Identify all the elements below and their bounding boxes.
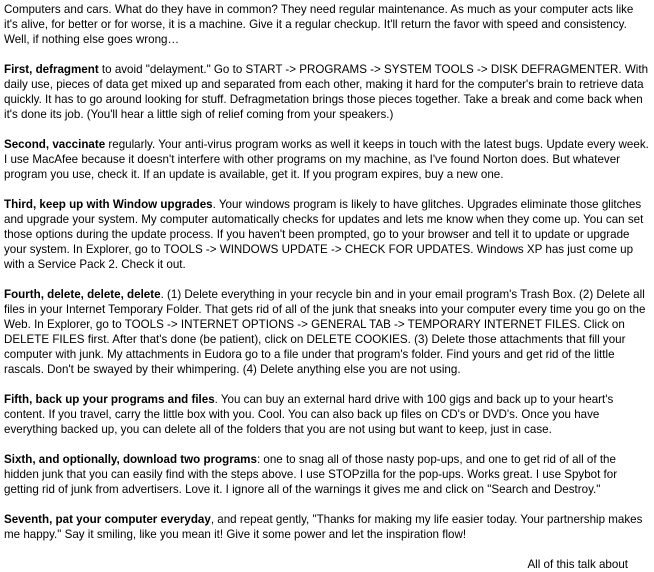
tip-heading: First, defragment	[4, 63, 99, 76]
intro-paragraph: Computers and cars. What do they have in common? They need regular maintenance. As much as your computer acts like it's alive, for better or for worse, it is a machine. Give it a regular checkup. It'll return the favor with speed and consistency. Well, if nothing else goes wrong…	[4, 3, 634, 46]
tip-heading: Seventh, pat your computer everyday	[4, 513, 211, 526]
tip-body: . You can buy an external hard drive with 100 gigs and back up to your heart's content. If you travel, carry the little box with you. Cool. You can also back up files on CD's or DVD's. Once you have everything backed up, you can delete all of the folders that you are not using but want to keep, just in case.	[4, 393, 614, 436]
tip-heading: Second, vaccinate	[4, 138, 106, 151]
tip-defragment	[4, 62, 650, 122]
tip-vaccinate	[4, 137, 650, 182]
tip-heading: Sixth, and optionally, download two programs	[4, 453, 257, 466]
tip-body: . (1) Delete everything in your recycle bin and in your email program's Trash Box. (2) Delete all files in your Internet Temporary Folder. That gets rid of all of the junk that sneaks into your computer every time you go on the Web. In Explorer, go to TOOLS -> INTERNET OPTIONS -> GENERAL TAB -> TEMPORARY INTERNET FILES. Click on DELETE FILES first. After that's done (be patient), click on DELETE COOKIES. (3) Delete those attachments that fill your computer with junk. My attachments in Eudora go to a file under that program's folder. Find yours and get rid of the little rascals. Don't be swayed by their whimpering. (4) Delete anything else you are not using.	[4, 288, 646, 376]
continuation-text: All of this talk about	[527, 558, 628, 571]
tip-heading: Fifth, back up your programs and files	[4, 393, 215, 406]
tip-body: . Your windows program is likely to have glitches. Upgrades eliminate those glitches and upgrade your system. My computer automatically checks for updates and lets me know when they come up. You can set those options during the update process. If you haven't been prompted, go to your browser and tell it to update or upgrade your system. In Explorer, go to TOOLS -> WINDOWS UPDATE -> CHECK FOR UPDATES. Windows XP has just come up with a Service Pack 2. Check it out.	[4, 198, 644, 271]
tip-back-up	[4, 392, 650, 437]
tip-body: regularly. Your anti-virus program works as well it keeps in touch with the latest bugs. Update every week. I use MacAfee because it doesn't interfere with other programs on my machine, as I've found Norton does. But whatever program you use, check it. If an update is available, get it. If you program expires, buy a new one.	[4, 138, 649, 181]
tip-download-programs	[4, 452, 650, 497]
tip-body: , and repeat gently, "Thanks for making my life easier today. Your partnership makes me happy." Say it smiling, like you mean it! Give it some power and let the inspiration flow!	[4, 513, 643, 541]
tip-delete	[4, 287, 650, 377]
tip-body: to avoid "delayment." Go to START -> PROGRAMS -> SYSTEM TOOLS -> DISK DEFRAGMENTER. With daily use, pieces of data get mixed up and separated from each other, making it hard for the computer's brain to retrieve data quickly. It has to go around looking for stuff. Defragmetation brings those pieces together. Take a break and come back when it's done its job. (You'll hear a little sigh of relief coming from your speakers.)	[4, 63, 649, 121]
tip-pat-computer	[4, 512, 650, 542]
tip-body: : one to snag all of those nasty pop-ups, and one to get rid of all of the hidden junk that you can easily find with the steps above. I use STOPzilla for the pop-ups. Works great. I use Spybot for getting rid of junk from advertisers. Love it. I ignore all of the warnings it gives me and click on "Search and Destroy."	[4, 453, 618, 496]
tip-heading: Third, keep up with Window upgrades	[4, 198, 213, 211]
tip-heading: Fourth, delete, delete, delete	[4, 288, 161, 301]
tip-window-upgrades	[4, 197, 650, 272]
